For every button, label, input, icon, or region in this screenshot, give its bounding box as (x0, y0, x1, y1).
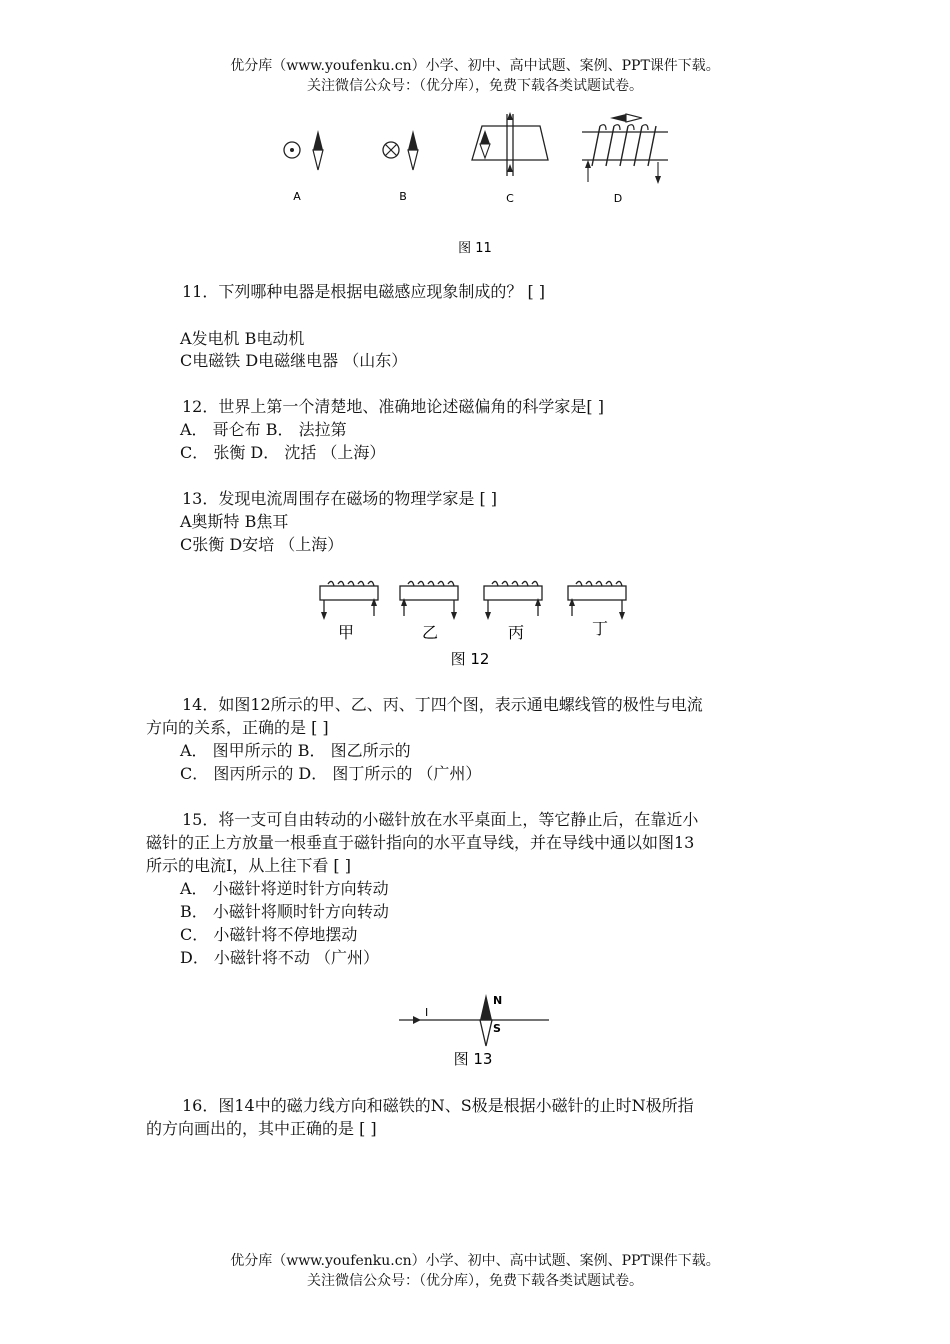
q13-stem: 13．发现电流周围存在磁场的物理学家是 [ ] (182, 489, 498, 508)
fig12-label-ding: 丁 (591, 619, 609, 638)
q15-stem-line-2: 磁针的正上方放量一根垂直于磁针指向的水平直导线，并在导线中通以如图13 (146, 833, 695, 852)
fig12-label-bing: 丙 (507, 623, 525, 642)
page-header (0, 56, 950, 96)
page-footer (0, 1251, 950, 1291)
fig11-item-b (383, 130, 418, 170)
q15-option-b: B． 小磁针将顺时针方向转动 (180, 902, 389, 921)
q13-options-ab: A奥斯特 B焦耳 (180, 512, 289, 531)
q12-options-cd: C． 张衡 D． 沈括 （上海） (180, 443, 386, 462)
q15-stem-line-3: 所示的电流I，从上往下看 [ ] (146, 856, 351, 875)
fig12-solenoid-yi (400, 581, 458, 616)
fig13-caption: 图 13 (453, 1050, 493, 1068)
fig12-caption: 图 12 (450, 650, 490, 668)
header-line-1: 优分库（www.youfenku.cn）小学、初中、高中试题、案例、PPT课件下载。 (230, 58, 720, 74)
q14-stem-line-2: 方向的关系，正确的是 [ ] (146, 718, 329, 737)
fig12-label-yi: 乙 (421, 623, 439, 642)
fig13-needle-south-icon (480, 1020, 492, 1046)
footer-line-1: 优分库（www.youfenku.cn）小学、初中、高中试题、案例、PPT课件下载。 (230, 1253, 720, 1269)
q14-stem-line-1: 14．如图12所示的甲、乙、丙、丁四个图，表示通电螺线管的极性与电流 (182, 695, 703, 714)
fig11-label-d: D (613, 192, 623, 205)
q15-option-a: A． 小磁针将逆时针方向转动 (180, 879, 389, 898)
fig13-north-label: N (493, 994, 503, 1007)
fig12-solenoid-ding (568, 581, 626, 616)
figure-11 (270, 108, 690, 268)
figure-13 (395, 990, 555, 1070)
footer-line-2: 关注微信公众号：（优分库），免费下载各类试题试卷。 (307, 1273, 643, 1289)
q14-options-ab: A． 图甲所示的 B． 图乙所示的 (180, 741, 411, 760)
q14-options-cd: C． 图丙所示的 D． 图丁所示的 （广州） (180, 764, 482, 783)
fig11-item-d (582, 114, 668, 184)
q11-options-cd: C电磁铁 D电磁继电器 （山东） (180, 351, 408, 370)
fig12-label-jia: 甲 (337, 623, 355, 642)
fig11-caption: 图 11 (458, 241, 492, 256)
fig11-label-a: A (293, 190, 301, 203)
fig11-item-a (284, 130, 323, 170)
q15-stem-line-1: 15．将一支可自由转动的小磁针放在水平桌面上，等它静止后，在靠近小 (182, 810, 699, 829)
q13-options-cd: C张衡 D安培 （上海） (180, 535, 344, 554)
q11-options-ab: A发电机 B电动机 (180, 329, 305, 348)
fig12-solenoid-jia (320, 581, 378, 616)
figure-12 (310, 576, 640, 672)
q12-options-ab: A． 哥仑布 B． 法拉第 (180, 420, 347, 439)
q16-stem-line-2: 的方向画出的，其中正确的是 [ ] (146, 1119, 377, 1138)
fig13-current-label: I (425, 1006, 429, 1019)
header-line-2: 关注微信公众号：（优分库），免费下载各类试题试卷。 (307, 78, 643, 94)
fig11-item-c (472, 112, 548, 176)
q15-option-c: C． 小磁针将不停地摆动 (180, 925, 358, 944)
fig11-label-c: C (506, 192, 514, 205)
fig13-south-label: S (493, 1022, 501, 1035)
fig13-current-arrow-icon (413, 1016, 421, 1024)
q12-stem: 12．世界上第一个清楚地、准确地论述磁偏角的科学家是[ ] (182, 397, 604, 416)
fig11-label-b: B (399, 190, 407, 203)
q15-option-d: D． 小磁针将不动 （广州） (180, 948, 380, 967)
fig13-needle-north-icon (480, 994, 492, 1020)
q11-stem: 11．下列哪种电器是根据电磁感应现象制成的？ [ ] (182, 282, 546, 301)
fig12-solenoid-bing (484, 581, 542, 616)
q16-stem-line-1: 16．图14中的磁力线方向和磁铁的N、S极是根据小磁针的止时N极所指 (182, 1096, 694, 1115)
